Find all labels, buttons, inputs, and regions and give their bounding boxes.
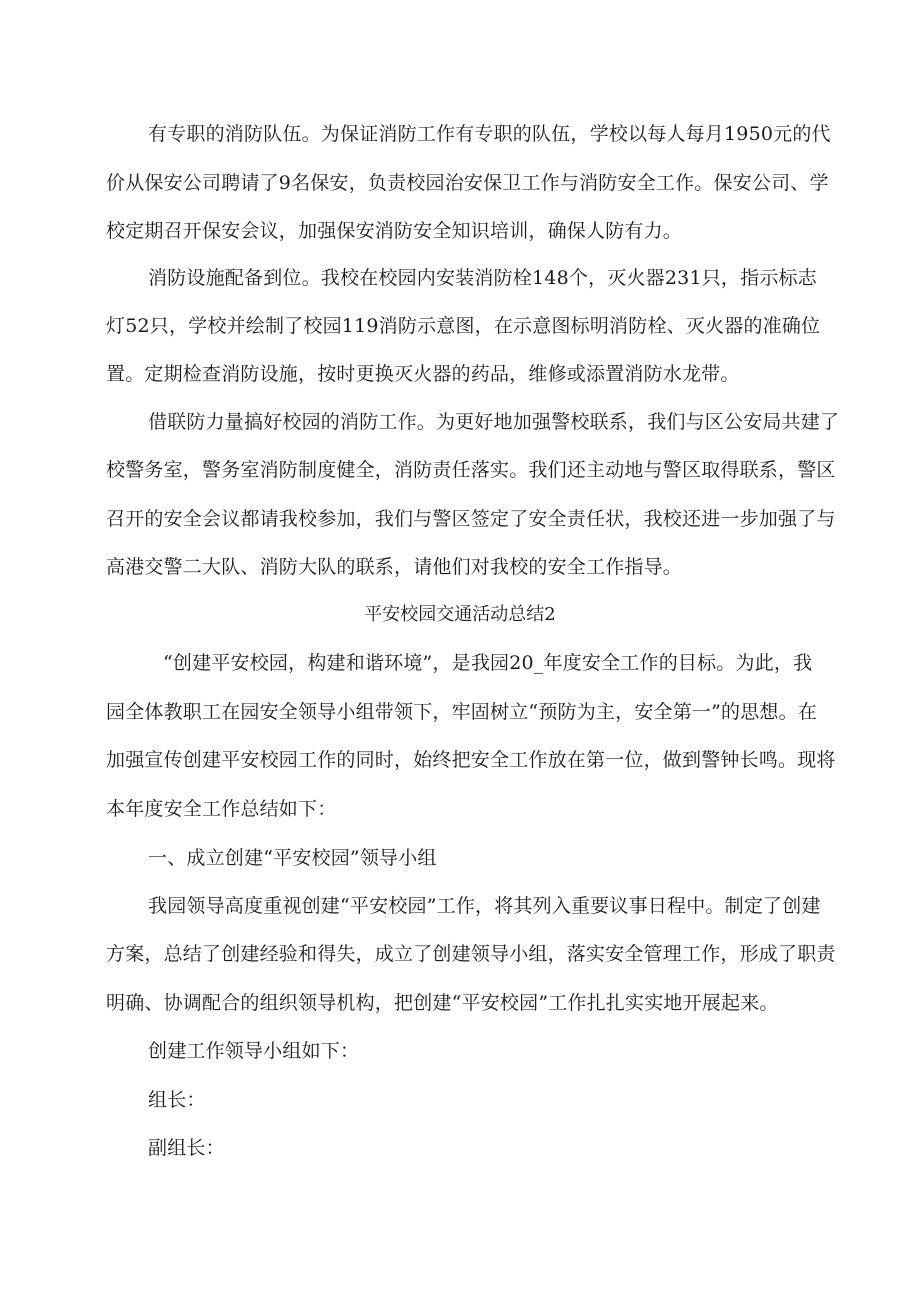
paragraph-line: 校定期召开保安会议，加强保安消防安全知识培训，确保人防有力。 [106,220,683,242]
paragraph-line: 灯52只，学校并绘制了校园119消防示意图，在示意图标明消防栓、灭火器的准确位 [106,315,821,337]
paragraph-line: 方案，总结了创建经验和得失，成立了创建领导小组，落实安全管理工作，形成了职责 [106,943,836,965]
paragraph-line: 本年度安全工作总结如下： [106,798,337,820]
paragraph-line: 园全体教职工在园安全领导小组带领下，牢固树立“预防为主，安全第一”的思想。在 [106,701,818,723]
paragraph-line: “创建平安校园，构建和谐环境”，是我园20_年度安全工作的目标。为此，我 [163,652,813,674]
paragraph-line: 高港交警二大队、消防大队的联系，请他们对我校的安全工作指导。 [106,556,683,578]
paragraph-line: 消防设施配备到位。我校在校园内安装消防栓148个，灭火器231只，指示标志 [148,267,817,289]
leader-label: 组长： [148,1089,206,1111]
paragraph-line: 校警务室，警务室消防制度健全，消防责任落实。我们还主动地与警区取得联系，警区 [106,459,836,481]
paragraph-line: 有专职的消防队伍。为保证消防工作有专职的队伍，学校以每人每月1950元的代 [148,123,831,145]
paragraph-line: 价从保安公司聘请了9名保安，负责校园治安保卫工作与消防安全工作。保安公司、学 [106,172,829,194]
paragraph-line: 借联防力量搞好校园的消防工作。为更好地加强警校联系，我们与区公安局共建了 [148,411,840,433]
paragraph-line: 加强宣传创建平安校园工作的同时，始终把安全工作放在第一位，做到警钟长鸣。现将 [106,749,836,771]
section-title: 平安校园交通活动总结2 [364,604,556,625]
paragraph-line: 召开的安全会议都请我校参加，我们与警区签定了安全责任状，我校还进一步加强了与 [106,508,836,530]
paragraph-line: 置。定期检查消防设施，按时更换灭火器的药品，维修或添置消防水龙带。 [106,363,740,385]
section-heading: 一、成立创建“平安校园”领导小组 [148,847,437,869]
paragraph-line: 创建工作领导小组如下： [148,1040,360,1062]
paragraph-line: 明确、协调配合的组织领导机构，把创建“平安校园”工作扎扎实实地开展起来。 [106,992,779,1014]
deputy-leader-label: 副组长： [148,1137,225,1159]
paragraph-line: 我园领导高度重视创建“平安校园”工作，将其列入重要议事日程中。制定了创建 [148,895,821,917]
